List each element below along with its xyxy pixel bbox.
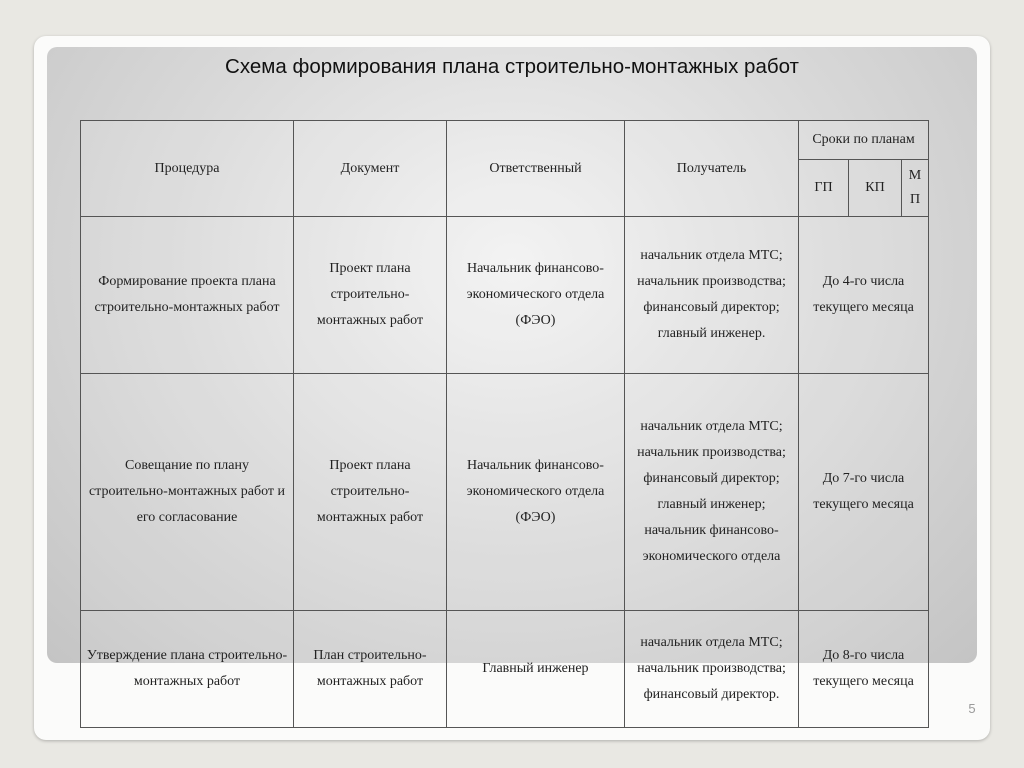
table-row	[81, 611, 929, 728]
cell-recipient: начальник отдела МТС; начальник производства; финансовый директор.	[625, 611, 799, 728]
cell-responsible: Начальник финансово-экономического отдела (ФЭО)	[447, 217, 625, 374]
cell-document: Проект плана строительно-монтажных работ	[294, 217, 447, 374]
table-header-row	[81, 121, 929, 160]
slide-title: Схема формирования плана строительно-монтажных работ	[225, 55, 799, 78]
cell-recipient: начальник отдела МТС; начальник производства; финансовый директор; главный инженер; начальник финансово-экономического отдела	[625, 374, 799, 611]
header-recipient: Получатель	[625, 121, 799, 217]
cell-deadline: До 8-го числа текущего месяца	[799, 611, 929, 728]
cell-responsible: Начальник финансово-экономического отдела (ФЭО)	[447, 374, 625, 611]
cell-procedure: Формирование проекта плана строительно-монтажных работ	[81, 217, 294, 374]
page-number: 5	[968, 701, 976, 716]
header-responsible: Ответственный	[447, 121, 625, 217]
cell-document: План строительно-монтажных работ	[294, 611, 447, 728]
header-document: Документ	[294, 121, 447, 217]
cell-document: Проект плана строительно-монтажных работ	[294, 374, 447, 611]
table-row	[81, 217, 929, 374]
header-mp: М П	[902, 160, 929, 217]
work-plan-table	[80, 120, 929, 728]
header-gp: ГП	[799, 160, 849, 217]
cell-procedure: Утверждение плана строительно-монтажных работ	[81, 611, 294, 728]
cell-procedure: Совещание по плану строительно-монтажных работ и его согласование	[81, 374, 294, 611]
cell-deadline: До 7-го числа текущего месяца	[799, 374, 929, 611]
header-procedure: Процедура	[81, 121, 294, 217]
cell-deadline: До 4-го числа текущего месяца	[799, 217, 929, 374]
cell-responsible: Главный инженер	[447, 611, 625, 728]
header-deadlines: Сроки по планам	[799, 121, 929, 160]
header-kp: КП	[849, 160, 902, 217]
cell-recipient: начальник отдела МТС; начальник производства; финансовый директор; главный инженер.	[625, 217, 799, 374]
table-row	[81, 374, 929, 611]
